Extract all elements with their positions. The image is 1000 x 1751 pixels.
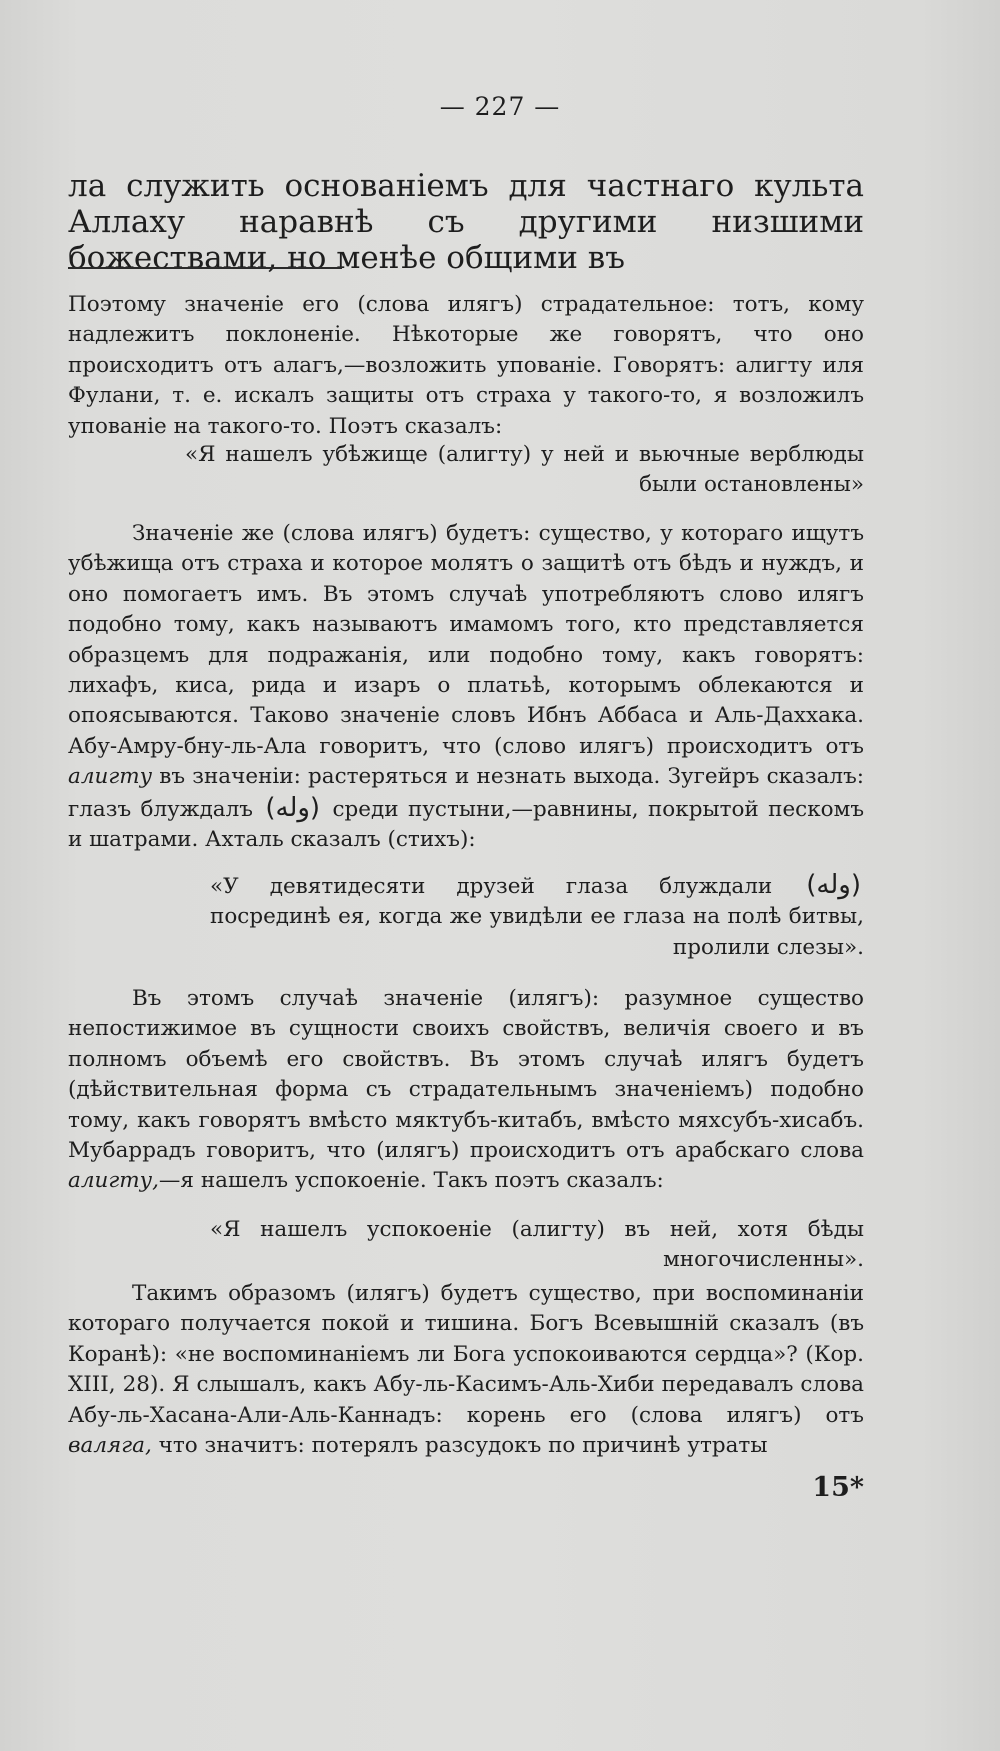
footnote-paragraph-4-term: валяга, [68, 1433, 152, 1459]
footnote-paragraph-2-text-a: Значеніе же (слова илягъ) будетъ: существо, у котораго ищутъ убѣжища отъ страха и которое молятъ о защитѣ отъ бѣдъ и нуждъ, и оно помогаетъ имъ. Въ этомъ случаѣ употребляютъ слово илягъ подобно тому, какъ называютъ имамомъ того, кто представляется образцемъ для подражанія, или подобно тому, какъ говорятъ: лихафъ, киса, рида и изаръ о платьѣ, которымъ облекаются и опоясываются. Таково значеніе словъ Ибнъ Аббаса и Аль-Даххака. Абу-Амру-бну-ль-Ала говоритъ, что (слово илягъ) происходитъ отъ [68, 521, 864, 759]
footnote-paragraph-3 [68, 984, 864, 1197]
footnote-paragraph-2-term: алигту [68, 764, 153, 790]
arabic-word: (ﻭﻟﻪ) [806, 870, 861, 900]
footnote-paragraph-3-term: алигту, [68, 1168, 159, 1194]
footnote-paragraph-1: Поэтому значеніе его (слова илягъ) страдательное: тотъ, кому надлежитъ поклоненіе. Нѣкоторые же говорятъ, что оно происходитъ отъ алагъ,—возложить упованіе. Говорятъ: алигту иля Фулани, т. е. искалъ защиты отъ страха у такого-то, я возложилъ упованіе на такого-то. Поэтъ сказалъ: [68, 292, 864, 439]
footnote-paragraph-3-text-b: —я нашелъ успокоеніе. Такъ поэтъ сказалъ: [158, 1168, 664, 1194]
footnote-divider [68, 267, 342, 269]
arabic-word: (ﻭﻟﻪ) [265, 792, 321, 823]
footnote-paragraph-2 [68, 519, 864, 855]
footnote-paragraph-3-text-a: Въ этомъ случаѣ значеніе (илягъ): разумное существо непостижимое въ сущности своихъ свойствъ, величія своего и въ полномъ объемѣ его свойствъ. Въ этомъ случаѣ илягъ будетъ (дѣйствительная форма съ страдательнымъ значеніемъ) подобно тому, какъ говорятъ вмѣсто мяктубъ-китабъ, вмѣсто мяхсубъ-хисабъ. Мубаррадъ говоритъ, что (илягъ) происходитъ отъ арабскаго слова [68, 986, 864, 1164]
footnote-paragraph-2-text-c: среди пустыни,—равнины, покрытой пескомъ и шатрами. Ахталь сказалъ (стихъ): [68, 796, 864, 853]
footnote-quote-2 [210, 870, 864, 963]
footnote-quote-2-text-b: посрединѣ ея, когда же увидѣли ее глаза на полѣ битвы, пролили слезы». [210, 904, 864, 960]
footnote-paragraph-4-text-a: Такимъ образомъ (илягъ) будетъ существо, при воспоминаніи котораго получается покой и тишина. Богъ Всевышній сказалъ (въ Коранѣ): «не воспоминаніемъ ли Бога успокоиваются сердца»? (Кор. XIII, 28). Я слышалъ, какъ Абу-ль-Касимъ-Аль-Хиби передавалъ слова Абу-ль-Хасана-Али-Аль-Каннадъ: корень его (слова илягъ) отъ [68, 1281, 864, 1428]
footnote-paragraph-4-text-b: что значитъ: потерялъ разсудокъ по причинѣ утраты [158, 1433, 768, 1459]
footnote-quote-1: «Я нашелъ убѣжище (алигту) у ней и вьючные верблюды были остановлены» [185, 442, 864, 498]
sheet-signature: 15* [812, 1472, 864, 1503]
main-text-paragraph: ла служить основаніемъ для частнаго культа Аллаху наравнѣ съ другими низшими божествами, но менѣе общими въ [68, 168, 864, 276]
footnote-quote-2-text-a: «У девятидесяти друзей глаза блуждали [210, 874, 773, 899]
footnote-paragraph-2-text-b: въ значеніи: растеряться и незнать выхода. Зугейръ сказалъ: глазъ блуждалъ [68, 764, 864, 822]
footnote-quote-3: «Я нашелъ успокоеніе (алигту) въ ней, хотя бѣды многочисленны». [210, 1217, 864, 1273]
footnote-paragraph-4 [68, 1279, 864, 1461]
page-number: — 227 — [439, 92, 561, 121]
